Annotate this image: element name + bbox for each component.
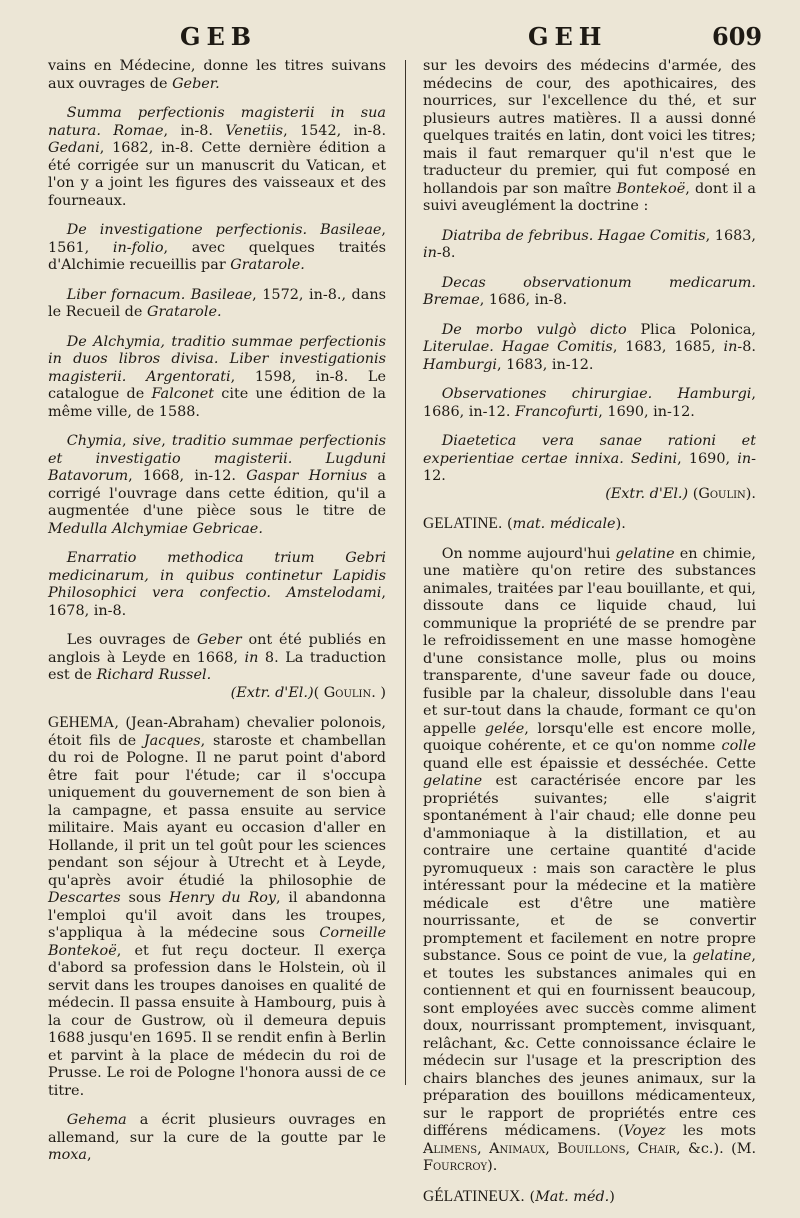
text-run: Gaspar Hornius [246, 468, 368, 484]
text-run: , 1682, in-8. Cette dernière édition a été corrigée sur un manuscrit du Vatican, et l'on y a joint les figures des vaisseaux et des fourneaux. [48, 140, 386, 209]
text-paragraph [48, 58, 386, 93]
text-paragraph [423, 546, 756, 1176]
text-run: Hamburgi [423, 356, 497, 373]
text-run: , [161, 433, 172, 449]
text-run: en chimie, une matière qu'on retire des substances animales, traitées par l'eau bouillante, et qui, dissoute dans ce liquide chaud, lui communique la propriété de se prendre par le refroidissement en une masse homogène d'une consistance molle, plus ou moins transparente, d'une saveur fade ou douce, fusible par la chaleur, dissoluble dans l'eau et sur-tout dans la chaude, formant ce qu'on appelle [423, 545, 757, 737]
text-run: , [87, 1147, 92, 1163]
text-run: On nomme aujourd'hui [441, 545, 616, 562]
text-run: les mots [665, 1123, 756, 1139]
text-paragraph [48, 550, 386, 620]
text-run: quand elle est épaissie et desséchée. Cette [423, 755, 756, 772]
text-run: , 1678, in-8. [48, 585, 386, 619]
text-run: Henry du Roy [168, 890, 276, 906]
text-run: in [423, 245, 437, 261]
text-run: , 1598, in-8. Le catalogue de [48, 368, 386, 402]
page-number: 609 [712, 22, 763, 51]
text-run: (Extr. d'El.) [230, 684, 314, 701]
text-run: sive [132, 433, 162, 449]
text-run: mat. médicale [512, 516, 616, 532]
text-run: , 1686, in-8. [479, 292, 568, 308]
text-run: , (Jean-Abraham) chevalier polonois, étoit fils de [48, 715, 386, 749]
text-run: Bontekoë [616, 180, 686, 197]
text-paragraph [423, 322, 756, 375]
text-run: , il abandonna l'emploi qu'il avoit dans les troupes, s'appliqua à la médecine sous [48, 890, 386, 941]
text-run: (Extr. d'El.) [605, 485, 689, 502]
text-run: Liber fornacum. Basileae [66, 286, 253, 303]
attribution-line [423, 486, 756, 504]
text-run: Gedani [48, 140, 100, 156]
text-run: De morbo vulgò dicto [441, 321, 627, 338]
text-run: Literulae. Hagae Comitis [423, 339, 613, 355]
text-run: Enarratio methodica trium Gebri medicinarum, in quibus continetur Lapidis Philosophici vera confectio. Amstelodami [48, 550, 386, 601]
text-paragraph [423, 228, 756, 263]
text-run: Voyez [623, 1123, 666, 1139]
text-run: Richard Russel. [96, 667, 212, 683]
text-run: . ( [497, 516, 513, 532]
text-run: Les ouvrages de [66, 632, 197, 648]
right-text-column [423, 58, 756, 1218]
text-run: Goulin [323, 684, 372, 701]
text-run: -12. [423, 450, 756, 484]
text-run: , 1542, in-8. [283, 122, 387, 139]
text-paragraph [48, 105, 386, 210]
text-run: Alimens [423, 1140, 478, 1157]
text-paragraph [48, 632, 386, 685]
text-run: , 1686, in-12. [423, 386, 756, 420]
text-paragraph [423, 386, 756, 421]
text-run: Francofurti [514, 403, 599, 420]
text-paragraph [48, 1112, 386, 1165]
text-run: , [545, 1140, 558, 1157]
text-run: Jacques [143, 732, 201, 749]
text-run: . ) [371, 684, 386, 701]
text-run: Falconet [151, 386, 215, 402]
text-run: ). [615, 516, 626, 532]
text-run: gelatine [615, 545, 675, 562]
text-run: De Alchymia, traditio summae perfectionis in duos libros divisa. Liber investigationis magisterii. Argentorati [48, 333, 386, 385]
text-paragraph [423, 515, 756, 534]
entry-headword: GÉLATINEUX [423, 1187, 521, 1205]
text-run: in [737, 450, 752, 467]
text-run: gelée [484, 720, 525, 737]
text-paragraph [423, 275, 756, 310]
text-run: traditio summae perfectionis et investigatio magisterii. Lugduni Batavorum [48, 433, 386, 484]
text-run: ). [745, 485, 756, 502]
text-run: ) [609, 1188, 615, 1205]
text-run: gelatine [692, 948, 752, 964]
text-run: ( [688, 485, 699, 502]
text-run: Medulla Alchymiae Gebricae. [48, 520, 263, 537]
text-run: 8. La traduction est de [48, 649, 386, 683]
text-run: ). [487, 1158, 498, 1174]
text-run: Goulin [698, 485, 746, 502]
text-run: , avec quelques traités d'Alchimie recueillis par [48, 239, 386, 273]
text-run: -8. [436, 245, 456, 261]
text-run: , 1668, in-12. [128, 468, 247, 484]
text-run: Gratarole. [146, 304, 222, 320]
text-run: est caractérisée encore par les propriétés suivantes; elle s'aigrit spontanément à l'air chaud; elle donne peu d'ammoniaque à la distillation, et au contraire une certaine quantité d'acide pyromuqueux : mais son caractère le plus intéressant pour la médecine et la matière médicale est d'être une matière nourrissante, et de se convertir promptement et facilement en notre propre substance. Sous ce point de vue, la [423, 773, 756, 964]
text-run: De investigatione perfectionis. Basileae [66, 222, 382, 238]
text-run: in [244, 649, 259, 666]
text-run: vains en Médecine, donne les titres suivans aux ouvrages de [48, 58, 386, 92]
text-paragraph [48, 714, 386, 1100]
text-run: Chair [637, 1140, 676, 1157]
text-run: , 1561, [48, 222, 386, 256]
text-run: . ( [520, 1188, 536, 1205]
left-text-column [48, 58, 386, 1177]
text-run: Observationes chirurgiae. Hamburgi [441, 386, 752, 402]
text-paragraph [423, 1188, 756, 1207]
text-run: , 1683, [705, 227, 756, 244]
text-run: a corrigé l'ouvrage dans cette édition, qu'il a augmentée d'une pièce sous le titre de [48, 468, 386, 519]
running-head-left: GEB [180, 22, 258, 51]
text-run: , 1690, in-12. [598, 403, 695, 420]
text-run: moxa [48, 1147, 88, 1163]
text-run: , lorsqu'elle est encore molle, quoique cohérente, et ce qu'on nomme [423, 720, 756, 754]
text-run: Fourcroy [423, 1158, 488, 1174]
entry-headword: GEHEMA [48, 714, 115, 731]
text-paragraph [48, 433, 386, 538]
text-run: Plica Polonica, [626, 321, 756, 338]
text-run: sur les devoirs des médecins d'armée, des médecins de cour, des apothicaires, des nourrices, sur l'excellence du thé, et sur plusieurs autres matières. Il a aussi donné quelques traités en latin, dont voici les titres; mais il faut remarquer qu'il n'est que le traducteur du premier, qui fut composé en hollandois par son maître [423, 58, 756, 197]
text-run: Gehema [66, 1112, 127, 1128]
text-run: -8. [737, 339, 756, 355]
text-paragraph [48, 287, 386, 322]
text-run: gelatine [423, 773, 483, 789]
text-run: , [477, 1140, 490, 1157]
text-run: in-folio [112, 239, 164, 256]
text-run: in [723, 339, 738, 355]
text-paragraph [48, 222, 386, 275]
text-paragraph [423, 433, 756, 486]
text-run: , et toutes les substances animales qui en contiennent et qui en fournissent beaucoup, sont employées avec succès comme aliment doux, nourrissant promptement, invisquant, relâchant, &c. Cette connoissance éclaire le médecin sur l'usage et la prescription des chairs blanches des jeunes animaux, sur la préparation des bouillons médicamenteux, sur le rapport de propriétés entre ces différens médicamens. ( [423, 948, 756, 1139]
text-run: Descartes [48, 890, 121, 906]
text-paragraph [423, 58, 756, 216]
text-run: Chymia [66, 433, 122, 449]
text-run: Venetiis [225, 122, 284, 139]
text-run: , dont il a suivi aveuglément la doctrine : [423, 180, 756, 214]
text-run: Corneille Bontekoë [48, 925, 386, 959]
text-run: Gratarole. [230, 257, 305, 273]
text-run: , 1683, 1685, [612, 339, 724, 355]
text-run: Animaux [489, 1140, 546, 1157]
attribution-line [48, 685, 386, 703]
text-run: , 1572, in-8., dans le Recueil de [48, 286, 386, 320]
text-run: Decas observationum medicarum. Bremae [423, 274, 756, 308]
text-run: a écrit plusieurs ouvrages en allemand, sur la cure de la goutte par le [48, 1112, 386, 1146]
text-run: ( [313, 684, 324, 701]
text-run: Diaetetica vera sanae rationi et experientiae certae innixa. Sedini [423, 433, 756, 467]
text-run: cite une édition de la même ville, de 1588. [48, 386, 386, 420]
text-run: ont été publiés en anglois à Leyde en 1668, [48, 632, 387, 666]
text-run: sous [120, 890, 169, 906]
text-run: , et fut reçu docteur. Il exerça d'abord sa profession dans le Holstein, où il servit dans les troupes danoises en qualité de médecin. Il passa ensuite à Hambourg, puis à la cour de Gustrow, où il demeura depuis 1688 jusqu'en 1695. Il se rendit enfin à Berlin et parvint à la place de médecin du roi de Prusse. Le roi de Pologne l'honora aussi de ce titre. [48, 942, 386, 1099]
column-divider [405, 60, 406, 1085]
text-run: Diatriba de febribus. Hagae Comitis [441, 227, 706, 244]
text-run: Mat. méd. [535, 1188, 610, 1205]
text-run: , in-8. [163, 122, 226, 139]
text-run: Geber. [172, 75, 220, 92]
text-run: Bouillons [557, 1140, 626, 1157]
text-run: , 1690, [677, 450, 738, 467]
text-run: Geber [197, 632, 242, 648]
text-run: , staroste et chambellan du roi de Pologne. Il ne parut point d'abord être fait pour l'étude; car il s'occupa uniquement du gouvernement de son bien à la campagne, et passa ensuite au service militaire. Mais ayant eu occasion d'aller en Hollande, il prit un tel goût pour les sciences pendant son séjour à Utrecht et à Leyde, qu'après avoir étudié la philosophie de [48, 732, 386, 889]
text-run: , 1683, in-12. [496, 356, 594, 373]
text-run: colle [721, 738, 756, 754]
entry-headword: GELATINE [423, 515, 498, 532]
text-paragraph [48, 334, 386, 422]
text-run: , [625, 1140, 638, 1157]
text-run: Summa perfectionis magisterii in sua natura. Romae [48, 105, 386, 139]
text-run: , &c.). (M. [676, 1140, 757, 1157]
text-run: , [121, 433, 133, 449]
running-head-right: GEH [528, 22, 608, 51]
